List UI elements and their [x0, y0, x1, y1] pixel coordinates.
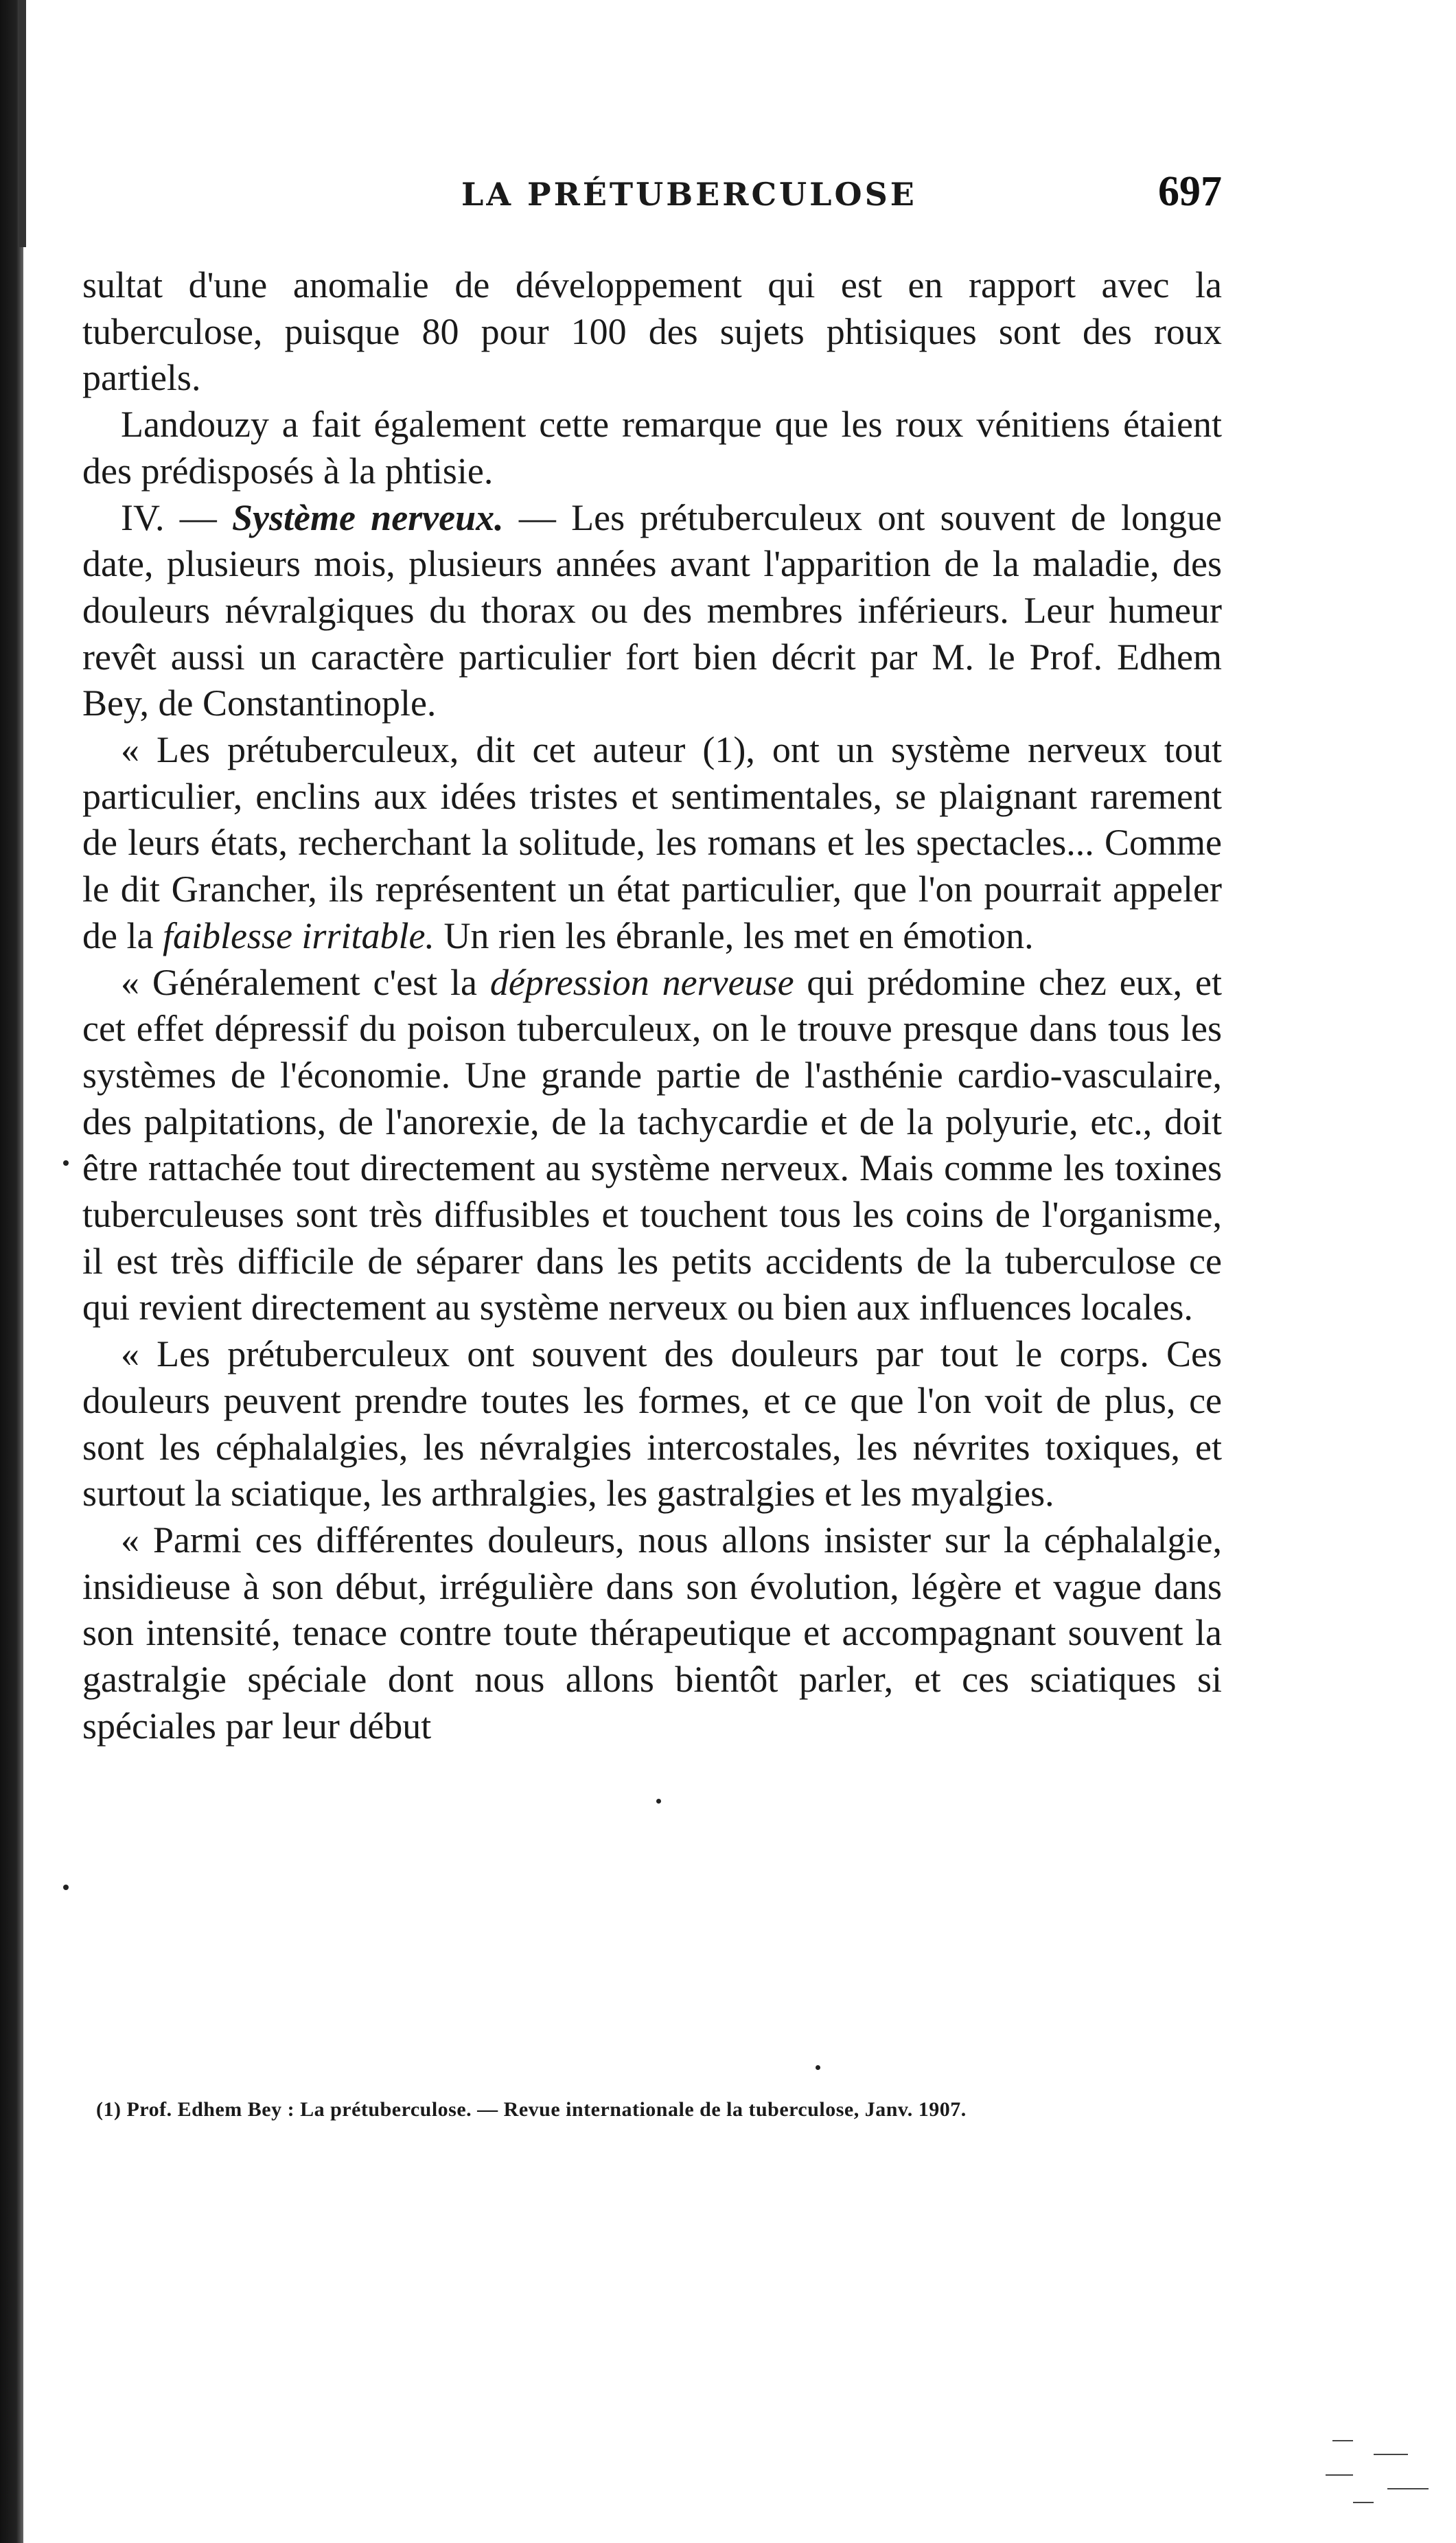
body-text: [82, 262, 1222, 1750]
section-dash: —: [503, 496, 556, 538]
paragraph-5-text-a: « Généralement c'est la: [121, 961, 477, 1003]
paragraph-section-iv: [82, 495, 1222, 728]
page: [82, 0, 1222, 2543]
footnote: (1) Prof. Edhem Bey : La prétuberculose. — Revue internationale de la tuberculose, Janv. 1907.: [96, 2098, 967, 2121]
running-title: LA PRÉTUBERCULOSE: [461, 176, 917, 213]
ink-speck: [816, 2065, 820, 2070]
section-number: IV. —: [121, 496, 217, 538]
scan-edge-shadow: [19, 0, 26, 247]
paragraph-1-text: sultat d'une anomalie de développement qui est en rapport avec la tuberculose, puisque 80 pour 100 des sujets phtisiques sont des roux partiels.: [82, 264, 1222, 399]
paragraph-4-text-b: Un rien les ébranle, les met en émotion.: [434, 914, 1034, 956]
margin-speck: [63, 1885, 69, 1890]
paragraph-3-text: Les prétuberculeux ont souvent de longue date, plusieurs mois, plusieurs années avant l'apparition de la maladie, des douleurs névralgiques du thorax ou des membres inférieurs. Leur humeur revêt aussi un caractère particulier fort bien décrit par M. le Prof. Edhem Bey, de Constantinople.: [82, 496, 1222, 724]
paragraph-landouzy: [82, 402, 1222, 494]
paragraph-6-text: « Les prétuberculeux ont souvent des douleurs par tout le corps. Ces douleurs peuvent prendre toutes les formes, et ce que l'on voit de plus, ce sont les céphalalgies, les névralgies intercostales, les névrites toxiques, et surtout la sciatique, les arthralgies, les gastralgies et les myalgies.: [82, 1333, 1222, 1515]
ink-speck: [656, 1799, 661, 1804]
paragraph-5-text-b: qui prédomine chez eux, et cet effet dépressif du poison tuberculeux, on le trouve presque dans tous les systèmes de l'économie. Une grande partie de l'asthénie cardio-vasculaire, des palpitations, de l'anorexie, de la tachycardie et de la polyurie, etc., doit être rattachée tout directement au système nerveux. Mais comme les toxines tuberculeuses sont très diffusibles et touchent tous les coins de l'organisme, il est très difficile de séparer dans les petits accidents de la tuberculose ce qui revient directement au système nerveux ou bien aux influences locales.: [82, 961, 1222, 1328]
paragraph-4-italic: faiblesse irritable.: [162, 914, 435, 956]
paragraph-quote-3: [82, 1331, 1222, 1517]
section-heading: Système nerveux.: [231, 496, 504, 538]
paragraph-quote-1: [82, 727, 1222, 960]
paragraph-quote-2: [82, 960, 1222, 1332]
paragraph-5-italic: dépression nerveuse: [489, 961, 794, 1003]
scan-specks: [1319, 2426, 1442, 2516]
paragraph-7-text: « Parmi ces différentes douleurs, nous allons insister sur la céphalalgie, insidieuse à son début, irrégulière dans son évolution, légère et vague dans son intensité, tenace contre toute thérapeutique et accompagnant souvent la gastralgie spéciale dont nous allons bientôt parler, et ces sciatiques si spéciales par leur début: [82, 1519, 1222, 1747]
paragraph-quote-4: [82, 1517, 1222, 1750]
paragraph-2-text: Landouzy a fait également cette remarque que les roux vénitiens étaient des prédisposés à la phtisie.: [82, 404, 1222, 492]
scan-edge: [0, 0, 23, 2543]
paragraph-continuation: [82, 262, 1222, 402]
paragraph-4-text-a: « Les prétuberculeux, dit cet auteur (1), ont un système nerveux tout particulier, enclins aux idées tristes et sentimentales, se plaignant rarement de leurs états, recherchant la solitude, les romans et les spectacles... Comme le dit Grancher, ils représentent un état particulier, que l'on pourrait appeler de la: [82, 729, 1222, 956]
page-number: 697: [1158, 168, 1222, 215]
running-head: [82, 168, 1222, 222]
margin-speck: [63, 1160, 69, 1166]
